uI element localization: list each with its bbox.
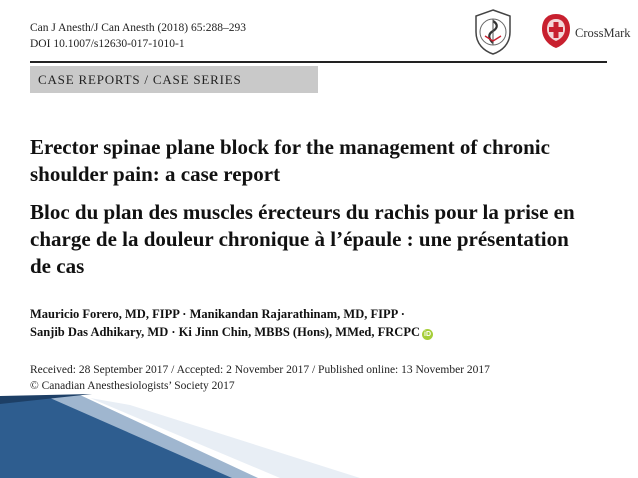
author-line-1: Mauricio Forero, MD, FIPP · Manikandan Rajarathinam, MD, FIPP · — [30, 307, 405, 321]
journal-citation: Can J Anesth/J Can Anesth (2018) 65:288–293 — [30, 22, 246, 34]
article-title-english: Erector spinae plane block for the management of chronic shoulder pain: a case report — [30, 135, 550, 186]
journal-doi: DOI 10.1007/s12630-017-1010-1 — [30, 38, 185, 50]
copyright-notice: © Canadian Anesthesiologists’ Society 2017 — [30, 380, 235, 392]
article-title-french: Bloc du plan des muscles érecteurs du rachis pour la prise en charge de la douleur chronique à l’épaule : une présentation de cas — [30, 200, 575, 278]
crossmark-label: CrossMark — [575, 26, 631, 40]
author-line-2: Sanjib Das Adhikary, MD · Ki Jinn Chin, MBBS (Hons), MMed, FRCPC — [30, 325, 420, 339]
section-label: CASE REPORTS / CASE SERIES — [30, 66, 318, 93]
publication-dates: Received: 28 September 2017 / Accepted: 2 November 2017 / Published online: 13 November 2017 — [30, 364, 490, 376]
orcid-icon[interactable]: iD — [424, 331, 431, 338]
